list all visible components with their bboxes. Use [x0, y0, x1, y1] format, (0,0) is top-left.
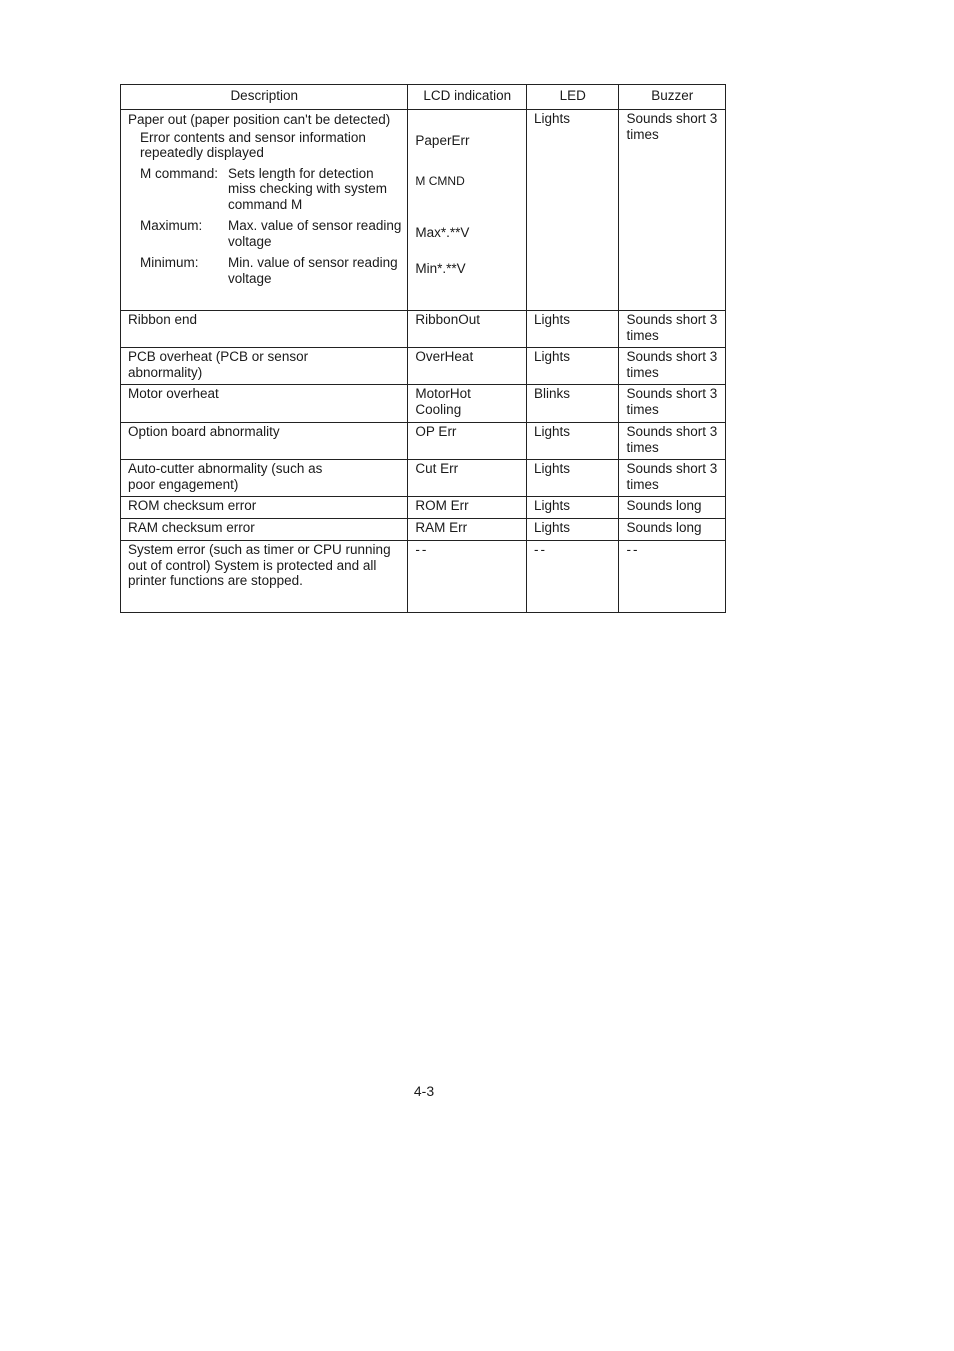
- table-row: [121, 311, 726, 348]
- table-row: [121, 497, 726, 519]
- item-key: Maximum:: [140, 218, 203, 233]
- row-description: PCB overheat (PCB or sensor abnormality): [128, 349, 309, 380]
- header-led: LED: [527, 85, 619, 110]
- paper-out-lcd: [408, 110, 527, 311]
- page-number: 4-3: [413, 1083, 435, 1099]
- table-row: [121, 348, 726, 385]
- table-row: [121, 423, 726, 460]
- paper-out-intro: Error contents and sensor information repeatedly displayed: [140, 129, 366, 160]
- row-lcd: Cut Err: [415, 461, 459, 476]
- row-lcd: RibbonOut: [415, 312, 480, 327]
- paper-out-item-minimum: [140, 255, 401, 286]
- table-row: [121, 519, 726, 541]
- row-buzzer: Sounds long: [626, 498, 702, 513]
- row-description: Motor overheat: [128, 386, 219, 401]
- table-header-row: [121, 85, 726, 110]
- row-description: System error (such as timer or CPU running out of control) System is protected and all printer functions are stopped.: [128, 542, 391, 588]
- row-led: --: [534, 542, 547, 557]
- row-lcd: RAM Err: [415, 520, 468, 535]
- table-row: [121, 541, 726, 613]
- row-lcd: --: [415, 542, 429, 557]
- paper-out-title: Paper out (paper position can't be detected): [128, 112, 391, 127]
- row-lcd: MotorHot Cooling: [415, 386, 471, 417]
- paper-out-led: [527, 110, 619, 311]
- row-lcd: OverHeat: [415, 349, 474, 364]
- row-led: Lights: [534, 312, 571, 327]
- led-value: Lights: [534, 111, 571, 126]
- row-buzzer: Sounds short 3 times: [626, 386, 718, 417]
- table-row: [121, 110, 726, 311]
- paper-out-description: [121, 110, 408, 311]
- item-desc: Sets length for detection miss checking with system command M: [228, 165, 388, 212]
- lcd-max: Max*.**V: [415, 225, 470, 240]
- row-description: Ribbon end: [128, 312, 198, 327]
- row-lcd: ROM Err: [415, 498, 469, 513]
- row-lcd: OP Err: [415, 424, 457, 439]
- row-led: Lights: [534, 461, 571, 476]
- row-led: Lights: [534, 498, 571, 513]
- row-buzzer: Sounds short 3 times: [626, 312, 718, 343]
- row-led: Lights: [534, 424, 571, 439]
- row-description: Option board abnormality: [128, 424, 280, 439]
- paper-out-buzzer: [619, 110, 726, 311]
- row-description: Auto-cutter abnormality (such as poor engagement): [128, 461, 323, 492]
- table-row: [121, 460, 726, 497]
- row-description: ROM checksum error: [128, 498, 257, 513]
- lcd-min: Min*.**V: [415, 261, 466, 276]
- row-buzzer: Sounds short 3 times: [626, 349, 718, 380]
- item-key: Minimum:: [140, 255, 199, 270]
- row-buzzer: --: [626, 542, 640, 557]
- paper-out-item-maximum: [140, 218, 401, 249]
- row-led: Blinks: [534, 386, 571, 401]
- lcd-paper-err: PaperErr: [415, 133, 470, 148]
- error-table: [120, 84, 726, 613]
- header-lcd-indication: LCD indication: [408, 85, 527, 110]
- row-buzzer: Sounds short 3 times: [626, 461, 718, 492]
- row-buzzer: Sounds short 3 times: [626, 424, 718, 455]
- header-buzzer: Buzzer: [619, 85, 726, 110]
- row-description: RAM checksum error: [128, 520, 255, 535]
- paper-out-item-m-command: [140, 166, 401, 213]
- row-led: Lights: [534, 349, 571, 364]
- lcd-m-cmnd: M CMND: [415, 174, 465, 188]
- row-buzzer: Sounds long: [626, 520, 702, 535]
- row-led: Lights: [534, 520, 571, 535]
- header-description: Description: [121, 85, 408, 110]
- item-desc: Min. value of sensor reading voltage: [228, 255, 398, 286]
- buzzer-value: Sounds short 3 times: [626, 111, 718, 142]
- table-row: [121, 385, 726, 423]
- item-key: M command:: [140, 165, 219, 181]
- item-desc: Max. value of sensor reading voltage: [228, 218, 402, 249]
